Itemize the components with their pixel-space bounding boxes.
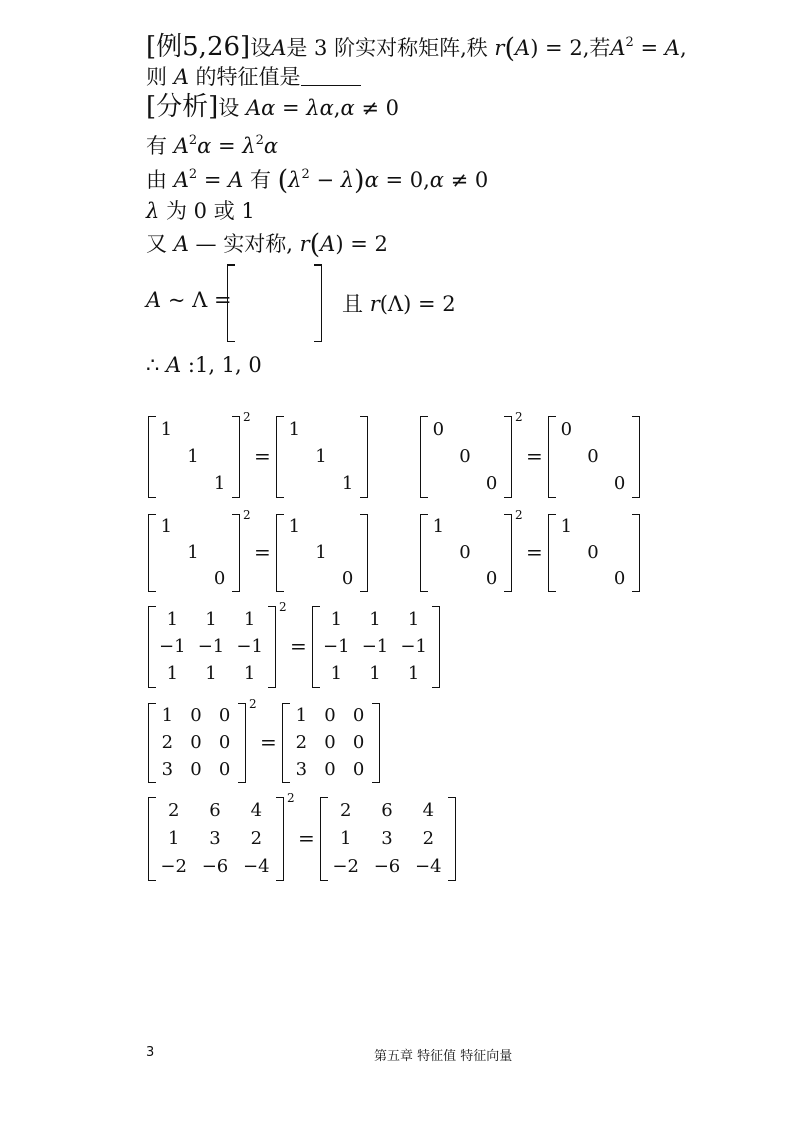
matrix-cell: 0 [324, 732, 336, 753]
matrix-cell: 0 [459, 446, 471, 467]
matrix-cell: 0 [613, 568, 626, 589]
matrix-cell: 0 [485, 568, 498, 589]
matrix-cell: 1 [369, 608, 381, 630]
matrix-cell: 1 [330, 663, 343, 685]
matrix-cell: 6 [381, 800, 393, 821]
matrix-cell: −1 [197, 636, 225, 657]
matrix-cell: 1 [166, 663, 179, 685]
matrix-cell: −1 [400, 636, 427, 657]
row1_right-rhs-matrix [548, 416, 640, 498]
exponent-label: 2 [243, 410, 251, 424]
matrix-cell: 1 [295, 705, 308, 727]
matrix-cell: 1 [243, 663, 256, 685]
exponent-label: 2 [515, 508, 523, 522]
answer-blank [301, 67, 361, 86]
matrix-cell: 1 [205, 608, 217, 630]
matrix-cell: 0 [218, 732, 231, 753]
document-page: [例5,26]设A是 3 阶实对称矩阵,秩 r(A) = 2,若$A^2 = A$, 则 A 的特征值是 [分析]设 Aα = λα,α ≠ 0 有 $A^2\alpha = \lambda^2\alpha$ 由 $A^2 = A$ 有 $(\lambda^2 - \lambda)\alpha = 0,\alpha \ne 0$ λ 为 0 或 1 又 A — 实对称, r(A) = 2 A ~ Λ = 且 r(Λ) = 2 ∴ A :1, 1, 0 1 1 1 2 = 1 1 1 0 0 0 2 = 0 0 0 1 1 0 2 = 1 1 0 1 0 0 2 = 1 0 0 1 1 1 −1 −1 −1 1 1 1 2 = 1 1 1 −1 −1 −1 1 1 1 1 0 0 2 0 0 3 0 0 2 = 1 0 0 2 0 0 3 0 0 2 6 4 1 3 2 −2 −6 −4 2 = 2 6 4 1 3 2 −2 −6 −4 3 第五章 特征值 特征向量 [0, 0, 800, 1132]
matrix-cell: 2 [295, 732, 308, 753]
matrix-cell: 1 [315, 446, 327, 467]
matrix-cell: 1 [161, 705, 174, 727]
matrix-cell: −4 [415, 856, 442, 877]
matrix-cell: 0 [352, 705, 365, 727]
analysis-line-1: [分析]设 Aα = λα,α ≠ 0 [146, 92, 399, 122]
analysis-line-2: 有 $A^2\alpha = \lambda^2\alpha$ [146, 133, 279, 158]
matrix-cell: −1 [236, 636, 263, 657]
exponent-label: 2 [243, 508, 251, 522]
row5-lhs-matrix [148, 797, 284, 881]
matrix-cell: 3 [295, 758, 308, 780]
matrix-cell: −1 [159, 636, 186, 657]
matrix-cell: −6 [373, 856, 401, 877]
exponent-label: 2 [287, 791, 295, 805]
row2_left-lhs-matrix [148, 514, 240, 592]
matrix-cell: 0 [218, 758, 231, 780]
empty-lambda-matrix [227, 264, 322, 342]
row1_left-rhs-matrix [276, 416, 368, 498]
matrix-cell: 0 [324, 705, 336, 727]
matrix-cell: 0 [587, 446, 599, 467]
matrix-cell: 0 [341, 568, 354, 589]
matrix-cell: 1 [205, 663, 217, 685]
equals-sign: = [260, 730, 277, 754]
matrix-cell: 1 [341, 473, 354, 495]
analysis-line-7: ∴ A :1, 1, 0 [146, 353, 262, 377]
page-number: 3 [146, 1045, 155, 1060]
matrix-cell: 1 [407, 608, 420, 630]
matrix-cell: 1 [187, 446, 199, 467]
matrix-cell: 0 [352, 758, 365, 780]
matrix-cell: −6 [201, 856, 229, 877]
matrix-cell: 1 [560, 516, 573, 537]
matrix-cell: 0 [613, 473, 626, 495]
matrix-cell: 3 [381, 828, 393, 849]
matrix-cell: 2 [250, 828, 263, 849]
matrix-cell: 0 [218, 705, 231, 727]
equals-sign: = [254, 444, 271, 468]
matrix-cell: 2 [161, 732, 174, 753]
problem-line-2: 则 A 的特征值是 [146, 62, 361, 92]
matrix-cell: 0 [352, 732, 365, 753]
matrix-cell: 1 [432, 516, 445, 537]
matrix-cell: 1 [160, 418, 173, 440]
equals-sign: = [298, 826, 315, 850]
equals-sign: = [290, 634, 307, 658]
analysis-tag: [分析] [146, 92, 219, 122]
row4-rhs-matrix [282, 703, 380, 783]
matrix-cell: −4 [243, 856, 270, 877]
row2_right-lhs-matrix [420, 514, 512, 592]
matrix-cell: 1 [187, 542, 199, 563]
row2_left-rhs-matrix [276, 514, 368, 592]
matrix-cell: −2 [160, 856, 187, 877]
analysis-line-5: 又 A — 实对称, r(A) = 2 [146, 229, 388, 260]
matrix-cell: 1 [288, 516, 301, 537]
matrix-cell: 1 [166, 608, 179, 630]
matrix-cell: 1 [288, 418, 301, 440]
matrix-cell: 3 [161, 758, 174, 780]
matrix-cell: −2 [332, 856, 359, 877]
matrix-cell: 2 [422, 828, 435, 849]
matrix-cell: −1 [361, 636, 389, 657]
matrix-cell: 0 [432, 418, 445, 440]
matrix-cell: 1 [243, 608, 256, 630]
matrix-cell: 0 [324, 758, 336, 780]
matrix-cell: 4 [250, 800, 263, 821]
matrix-cell: 6 [209, 800, 221, 821]
analysis-line-4: λ 为 0 或 1 [146, 199, 255, 223]
matrix-cell: 0 [190, 732, 202, 753]
matrix-cell: 1 [213, 473, 226, 495]
row2_right-rhs-matrix [548, 514, 640, 592]
matrix-cell: 2 [167, 800, 180, 821]
equals-sign: = [254, 540, 271, 564]
row1_right-lhs-matrix [420, 416, 512, 498]
exponent-label: 2 [249, 697, 257, 711]
matrix-cell: −1 [323, 636, 350, 657]
problem-line-1: [例5,26]设A是 3 阶实对称矩阵,秩 r(A) = 2,若$A^2 = A$, [146, 32, 687, 64]
matrix-cell: 1 [160, 516, 173, 537]
matrix-cell: 1 [339, 828, 352, 849]
exponent-label: 2 [515, 410, 523, 424]
matrix-cell: 0 [459, 542, 471, 563]
matrix-cell: 0 [190, 705, 202, 727]
row3-lhs-matrix [148, 606, 276, 688]
matrix-cell: 1 [330, 608, 343, 630]
matrix-cell: 3 [209, 828, 221, 849]
equals-sign: = [526, 540, 543, 564]
matrix-cell: 1 [369, 663, 381, 685]
chapter-title: 第五章 特征值 特征向量 [374, 1049, 513, 1064]
matrix-cell: 0 [560, 418, 573, 440]
row1_left-lhs-matrix [148, 416, 240, 498]
row5-rhs-matrix [320, 797, 456, 881]
matrix-cell: 1 [315, 542, 327, 563]
matrix-cell: 2 [339, 800, 352, 821]
matrix-cell: 4 [422, 800, 435, 821]
matrix-cell: 1 [167, 828, 180, 849]
matrix-cell: 0 [587, 542, 599, 563]
problem-tag: [例5,26] [146, 32, 251, 62]
exponent-label: 2 [279, 600, 287, 614]
matrix-cell: 0 [213, 568, 226, 589]
analysis-line-3: 由 $A^2 = A$ 有 $(\lambda^2 - \lambda)\alpha = 0,\alpha \ne 0$ [146, 165, 489, 196]
equals-sign: = [526, 444, 543, 468]
matrix-cell: 0 [190, 758, 202, 780]
row3-rhs-matrix [312, 606, 440, 688]
row4-lhs-matrix [148, 703, 246, 783]
matrix-cell: 1 [407, 663, 420, 685]
matrix-cell: 0 [485, 473, 498, 495]
